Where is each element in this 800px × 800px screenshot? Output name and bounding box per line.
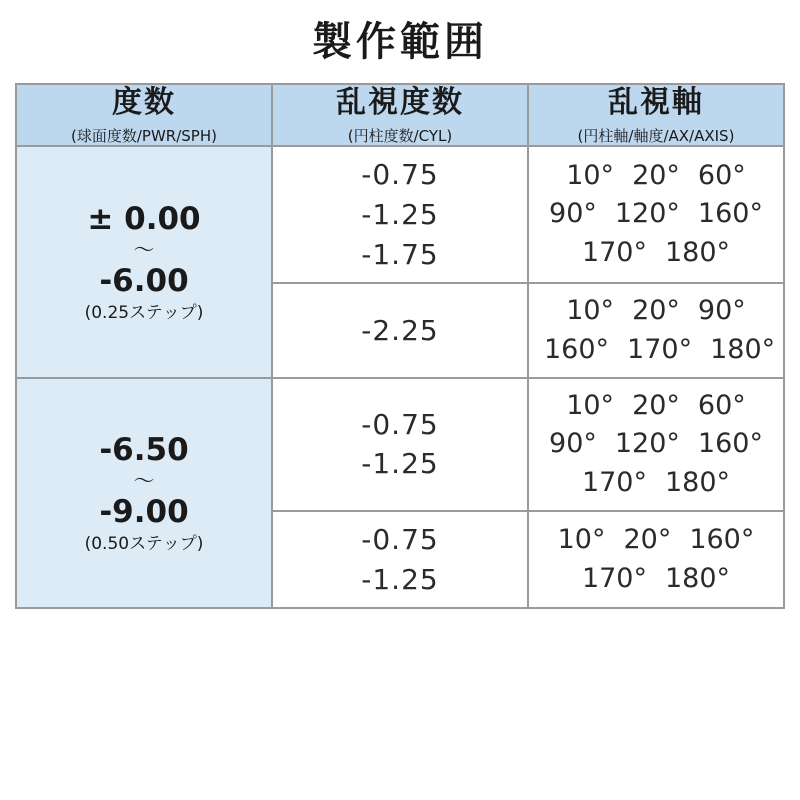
axis-value: 20° [632,160,680,192]
cylinder-cell [272,511,528,609]
axis-line [535,292,777,330]
axis-value: 160° [697,198,763,230]
axis-value: 90° [549,198,597,230]
axis-line [535,331,777,369]
axis-value: 160° [689,524,755,556]
power-cell-group-2 [16,378,272,608]
axis-line [535,195,777,233]
axis-cell-inner [529,284,783,377]
power-cell-group-1 [16,146,272,378]
cylinder-value: -0.75 [361,522,439,556]
column-header-axis [528,84,784,146]
axis-value: 170° [581,466,647,498]
cylinder-cell-inner [273,512,527,608]
cylinder-value: -1.25 [361,447,439,481]
cylinder-value: -1.25 [361,197,439,231]
axis-value: 10° [566,389,615,421]
table-header [16,84,784,146]
column-header-cylinder-sub: (円柱度数/CYL) [347,127,453,145]
axis-value: 180° [665,236,731,268]
axis-value: 170° [581,562,647,594]
table-row [16,378,784,511]
axis-value: 170° [581,236,647,268]
power-cell-group-1-inner [17,194,271,330]
axis-cell [528,283,784,378]
axis-line [535,425,777,463]
axis-cell-inner [529,149,783,280]
manufacturing-range-table [15,83,785,609]
axis-value: 120° [614,198,680,230]
column-header-axis-sub: (円柱軸/軸度/AX/AXIS) [577,127,735,145]
axis-value: 10° [566,160,615,192]
axis-value: 170° [627,333,693,365]
cylinder-cell [272,146,528,283]
cylinder-value: -0.75 [361,158,439,191]
power-range-bottom: -6.00 [99,262,189,299]
page-title: 製作範囲 [312,19,488,65]
column-header-cylinder-main: 乱視度数 [336,85,464,120]
cylinder-cell-inner [273,397,527,493]
column-header-power [16,84,272,146]
axis-line [535,464,777,502]
axis-value: 90° [549,428,597,460]
cylinder-value: -2.25 [361,313,439,347]
axis-cell [528,378,784,511]
axis-value: 60° [697,160,746,192]
table-row [16,146,784,283]
axis-value: 180° [665,466,731,498]
axis-cell [528,511,784,609]
axis-line [535,521,777,559]
column-header-axis-main: 乱視軸 [608,85,704,120]
axis-line [535,234,777,272]
column-header-power-main: 度数 [112,85,176,120]
power-range-step: (0.25ステップ) [84,302,204,323]
axis-line [535,560,777,598]
axis-value: 90° [697,295,746,327]
axis-cell-inner [529,379,783,510]
column-header-power-sub: (球面度数/PWR/SPH) [71,127,217,145]
cylinder-value: -1.25 [361,562,439,596]
axis-value: 160° [544,333,610,365]
column-header-cylinder [272,84,528,146]
cylinder-cell [272,378,528,511]
power-range-bottom: -9.00 [99,494,189,531]
axis-cell [528,146,784,283]
cylinder-cell [272,283,528,378]
axis-value: 120° [614,428,680,460]
axis-cell-inner [529,513,783,606]
axis-value: 160° [697,428,763,460]
axis-value: 10° [566,295,615,327]
axis-line [535,157,777,195]
power-range-tilde: 〜 [133,468,155,493]
table-header-row [16,84,784,146]
axis-value: 10° [557,524,606,556]
axis-value: 20° [632,295,680,327]
power-range-tilde: 〜 [133,237,155,262]
power-cell-group-2-inner [17,425,271,561]
axis-value: 180° [710,333,776,365]
axis-line [535,387,777,425]
axis-value: 20° [623,524,672,556]
axis-value: 20° [632,389,680,421]
axis-value: 180° [665,562,731,594]
power-range-top: -6.50 [99,432,189,469]
power-range-top: ± 0.00 [87,201,201,238]
cylinder-cell-inner [273,303,527,359]
axis-value: 60° [697,389,746,421]
cylinder-cell-inner [273,147,527,282]
cylinder-value: -0.75 [361,407,439,441]
power-range-step: (0.50ステップ) [84,533,204,554]
table-body [16,146,784,608]
cylinder-value: -1.75 [361,237,439,271]
